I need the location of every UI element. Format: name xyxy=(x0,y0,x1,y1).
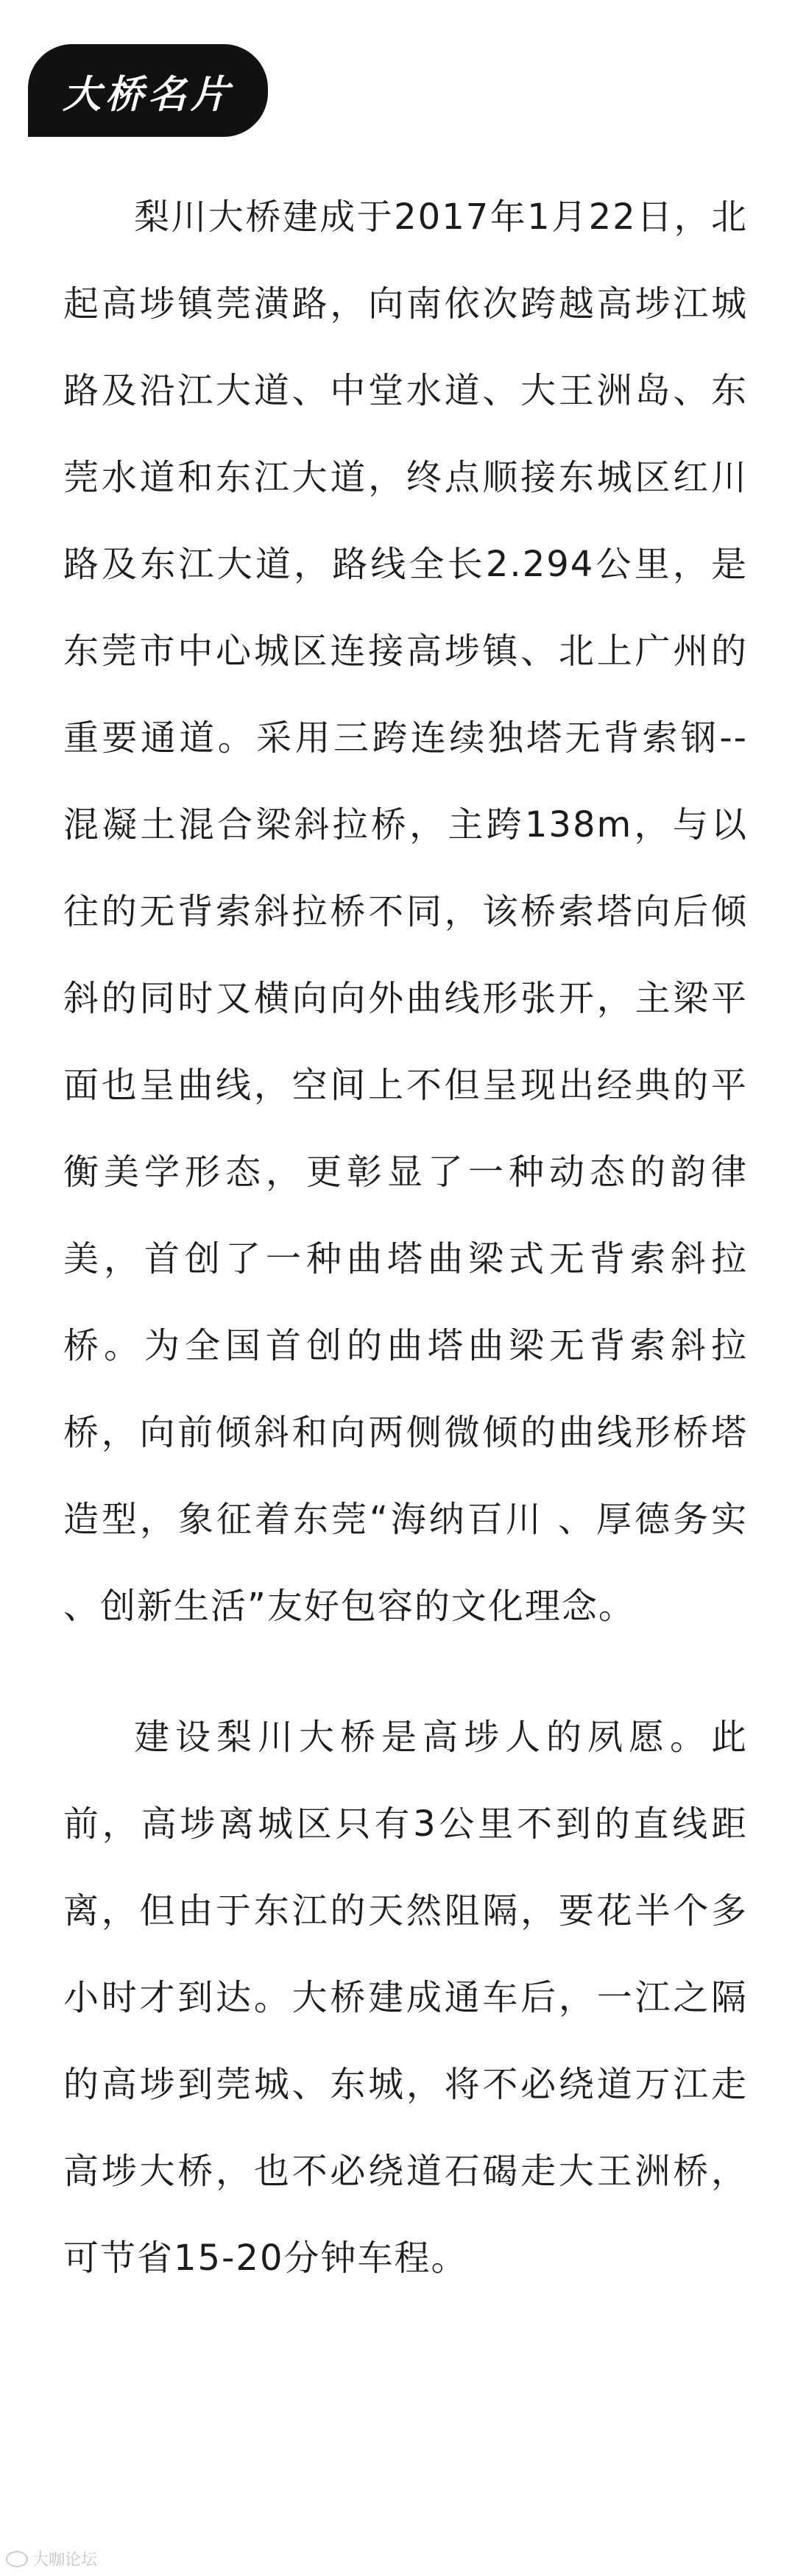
watermark xyxy=(6,2547,97,2570)
section-title-badge xyxy=(28,44,268,137)
section-title: 大桥名片 xyxy=(62,72,233,117)
article-paragraph-2: 建设梨川大桥是高埗人的夙愿。此前，高埗离城区只有3公里不到的直线距离，但由于东江的天然阻隔，要花半个多小时才到达。大桥建成通车后，一江之隔的高埗到莞城、东城，将不必绕道万江走高埗大桥，也不必绕道石碣走大王洲桥，可节省15-20分钟车程。 xyxy=(63,1717,748,2279)
weibo-logo-icon xyxy=(6,2551,28,2567)
watermark-text: 大咖论坛 xyxy=(32,2551,98,2569)
article-paragraph-1: 梨川大桥建成于2017年1月22日，北起高埗镇莞潢路，向南依次跨越高埗江城路及沿江大道、中堂水道、大王洲岛、东莞水道和东江大道，终点顺接东城区红川路及东江大道，路线全长2.294公里，是东莞市中心城区连接高埗镇、北上广州的重要通道。采用三跨连续独塔无背索钢--混凝土混合梁斜拉桥，主跨138m，与以往的无背索斜拉桥不同，该桥索塔向后倾斜的同时又横向向外曲线形张开，主梁平面也呈曲线，空间上不但呈现出经典的平衡美学形态，更彰显了一种动态的韵律美，首创了一种曲塔曲梁式无背索斜拉桥。为全国首创的曲塔曲梁无背索斜拉桥，向前倾斜和向两侧微倾的曲线形桥塔造型，象征着东莞“海纳百川 、厚德务实 、创新生活”友好包容的文化理念。 xyxy=(63,196,748,1627)
article-body xyxy=(63,174,748,2302)
